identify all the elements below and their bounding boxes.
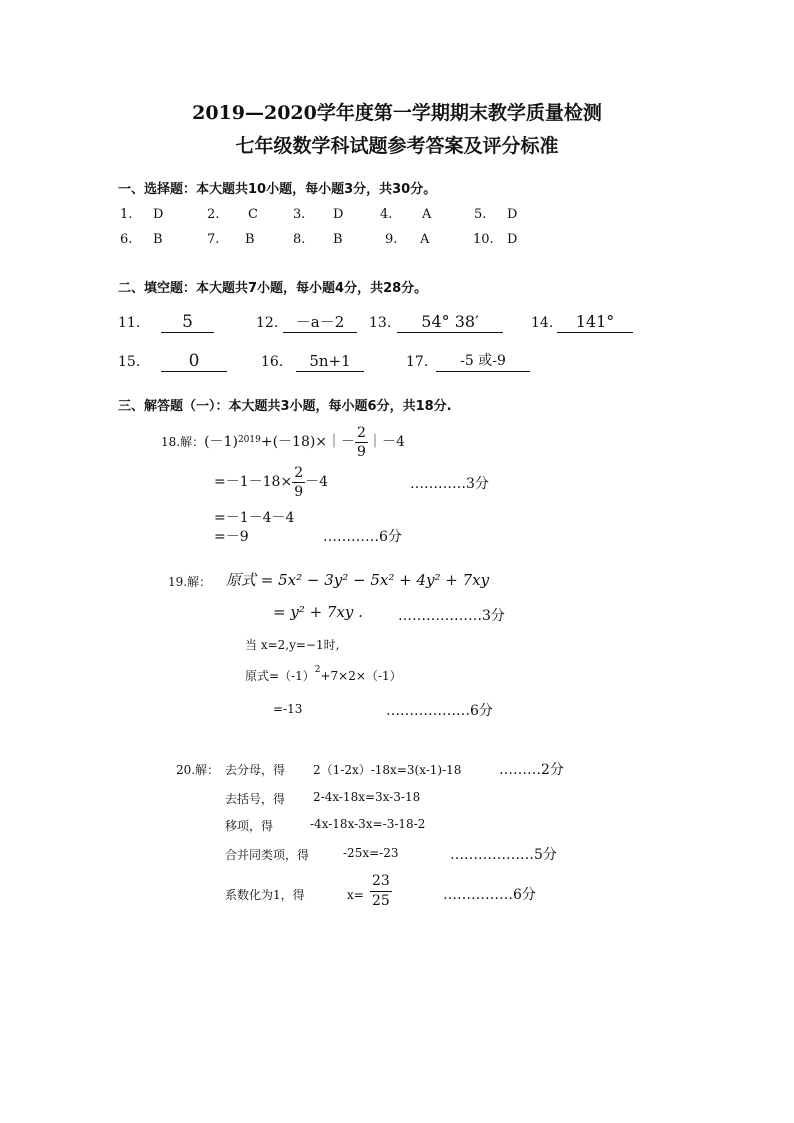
q20-step-4-expr: -25x=-23 <box>343 846 399 860</box>
q19-score-3: ………………3分 <box>398 608 505 624</box>
mc-answer: C <box>248 207 258 222</box>
q20-score-6: ……………6分 <box>443 887 536 903</box>
fill-answer-11: 5 <box>161 312 214 333</box>
mc-answer: D <box>153 207 164 222</box>
q18-step-1: =－1－18× $\frac{2}{9}$ －4 <box>214 464 329 500</box>
fill-num: 11. <box>118 315 141 331</box>
mc-num: 7. <box>207 232 220 247</box>
q18-expr-b: +(－18)×｜－ <box>260 434 356 450</box>
q18-line-1 <box>161 422 405 462</box>
title-line-1: 2019—2020学年度第一学期期末教学质量检测 <box>192 102 602 124</box>
mc-answer: B <box>245 232 255 247</box>
mc-num: 10. <box>473 232 494 247</box>
mc-answer: D <box>507 232 518 247</box>
mc-answer: B <box>153 232 163 247</box>
q20-step-4-label: 合并同类项，得 <box>225 848 310 862</box>
mc-answer: D <box>507 207 518 222</box>
q18-label: 18.解： <box>161 435 205 449</box>
mc-num: 2. <box>207 207 220 222</box>
q20-score-5: ………………5分 <box>450 847 557 863</box>
mc-num: 6. <box>120 232 133 247</box>
fill-answer-16: 5n+1 <box>296 351 364 372</box>
q20-step-3-expr: -4x-18x-3x=-3-18-2 <box>310 817 426 831</box>
q20-label: 20.解： <box>176 763 220 777</box>
q18-step-2: =－1－4－4 <box>214 510 295 526</box>
mc-num: 9. <box>385 232 398 247</box>
mc-answer: A <box>420 232 430 247</box>
q20-step-2-expr: 2-4x-18x=3x-3-18 <box>313 790 421 804</box>
q18-expr-c: ｜－4 <box>367 434 405 450</box>
q19-line-4: 原式$=(-1)^2+7\times 2\times(-1)$ <box>245 665 402 683</box>
mc-num: 4. <box>380 207 393 222</box>
q19-score-6: ………………6分 <box>386 703 493 719</box>
section-2-heading: 二、填空题：本大题共7小题，每小题4分，共28分。 <box>118 281 428 296</box>
q19-line-3: 当 x=2,y=−1时, <box>245 638 340 652</box>
q20-step-1-expr: 2（1-2x）-18x=3(x-1)-18 <box>313 763 462 777</box>
mc-num: 8. <box>293 232 306 247</box>
q19-line-2: = y² + 7xy . <box>273 603 363 621</box>
mc-num: 5. <box>474 207 487 222</box>
q20-step-5-label: 系数化为1，得 <box>225 888 305 902</box>
fill-num: 14. <box>531 315 554 331</box>
fill-num: 13. <box>369 315 392 331</box>
q19-line-5: =-13 <box>273 702 303 716</box>
fill-answer-12: －a－2 <box>283 312 357 333</box>
q20-step-5-x: x= <box>347 888 364 902</box>
q18-score-3: …………3分 <box>410 476 489 492</box>
section-3-heading: 三、解答题（一）：本大题共3小题，每小题6分，共18分. <box>118 399 452 414</box>
q18-exponent: 2019 <box>237 435 261 445</box>
fill-num: 17. <box>406 354 429 370</box>
mc-answer: A <box>422 207 432 222</box>
q20-step-2-label: 去括号，得 <box>225 792 286 806</box>
q20-step-3-label: 移项，得 <box>225 819 274 833</box>
fill-answer-17: -5 或-9 <box>436 351 530 372</box>
q20-score-2: ………2分 <box>499 762 564 778</box>
mc-num: 3. <box>293 207 306 222</box>
q20-step-1-label: 去分母，得 <box>225 763 286 777</box>
title-line-2: 七年级数学科试题参考答案及评分标准 <box>235 135 559 157</box>
q18-step-3: =－9 <box>214 529 249 545</box>
q18-fraction-2: $\frac{2}{9}$ <box>294 464 304 500</box>
fill-answer-13: 54° 38′ <box>397 312 503 333</box>
q19-line-1: 原式 = 5x² − 3y² − 5x² + 4y² + 7xy <box>226 571 490 589</box>
fill-num: 16. <box>261 354 284 370</box>
fill-answer-14: 141° <box>557 312 633 333</box>
mc-num: 1. <box>120 207 133 222</box>
section-1-heading: 一、选择题：本大题共10小题，每小题3分，共30分。 <box>118 182 437 197</box>
fill-num: 12. <box>256 315 279 331</box>
q18-score-6: …………6分 <box>323 529 402 545</box>
mc-answer: D <box>333 207 344 222</box>
q20-fraction: $\frac{23}{25}$ <box>372 873 390 909</box>
q19-label: 19.解： <box>168 575 212 589</box>
q18-expr-a: (－1) <box>204 434 238 450</box>
fill-answer-15: 0 <box>161 351 227 372</box>
fill-num: 15. <box>118 354 141 370</box>
mc-answer: B <box>333 232 343 247</box>
q18-fraction: $\frac{2}{9}$ <box>357 424 366 460</box>
